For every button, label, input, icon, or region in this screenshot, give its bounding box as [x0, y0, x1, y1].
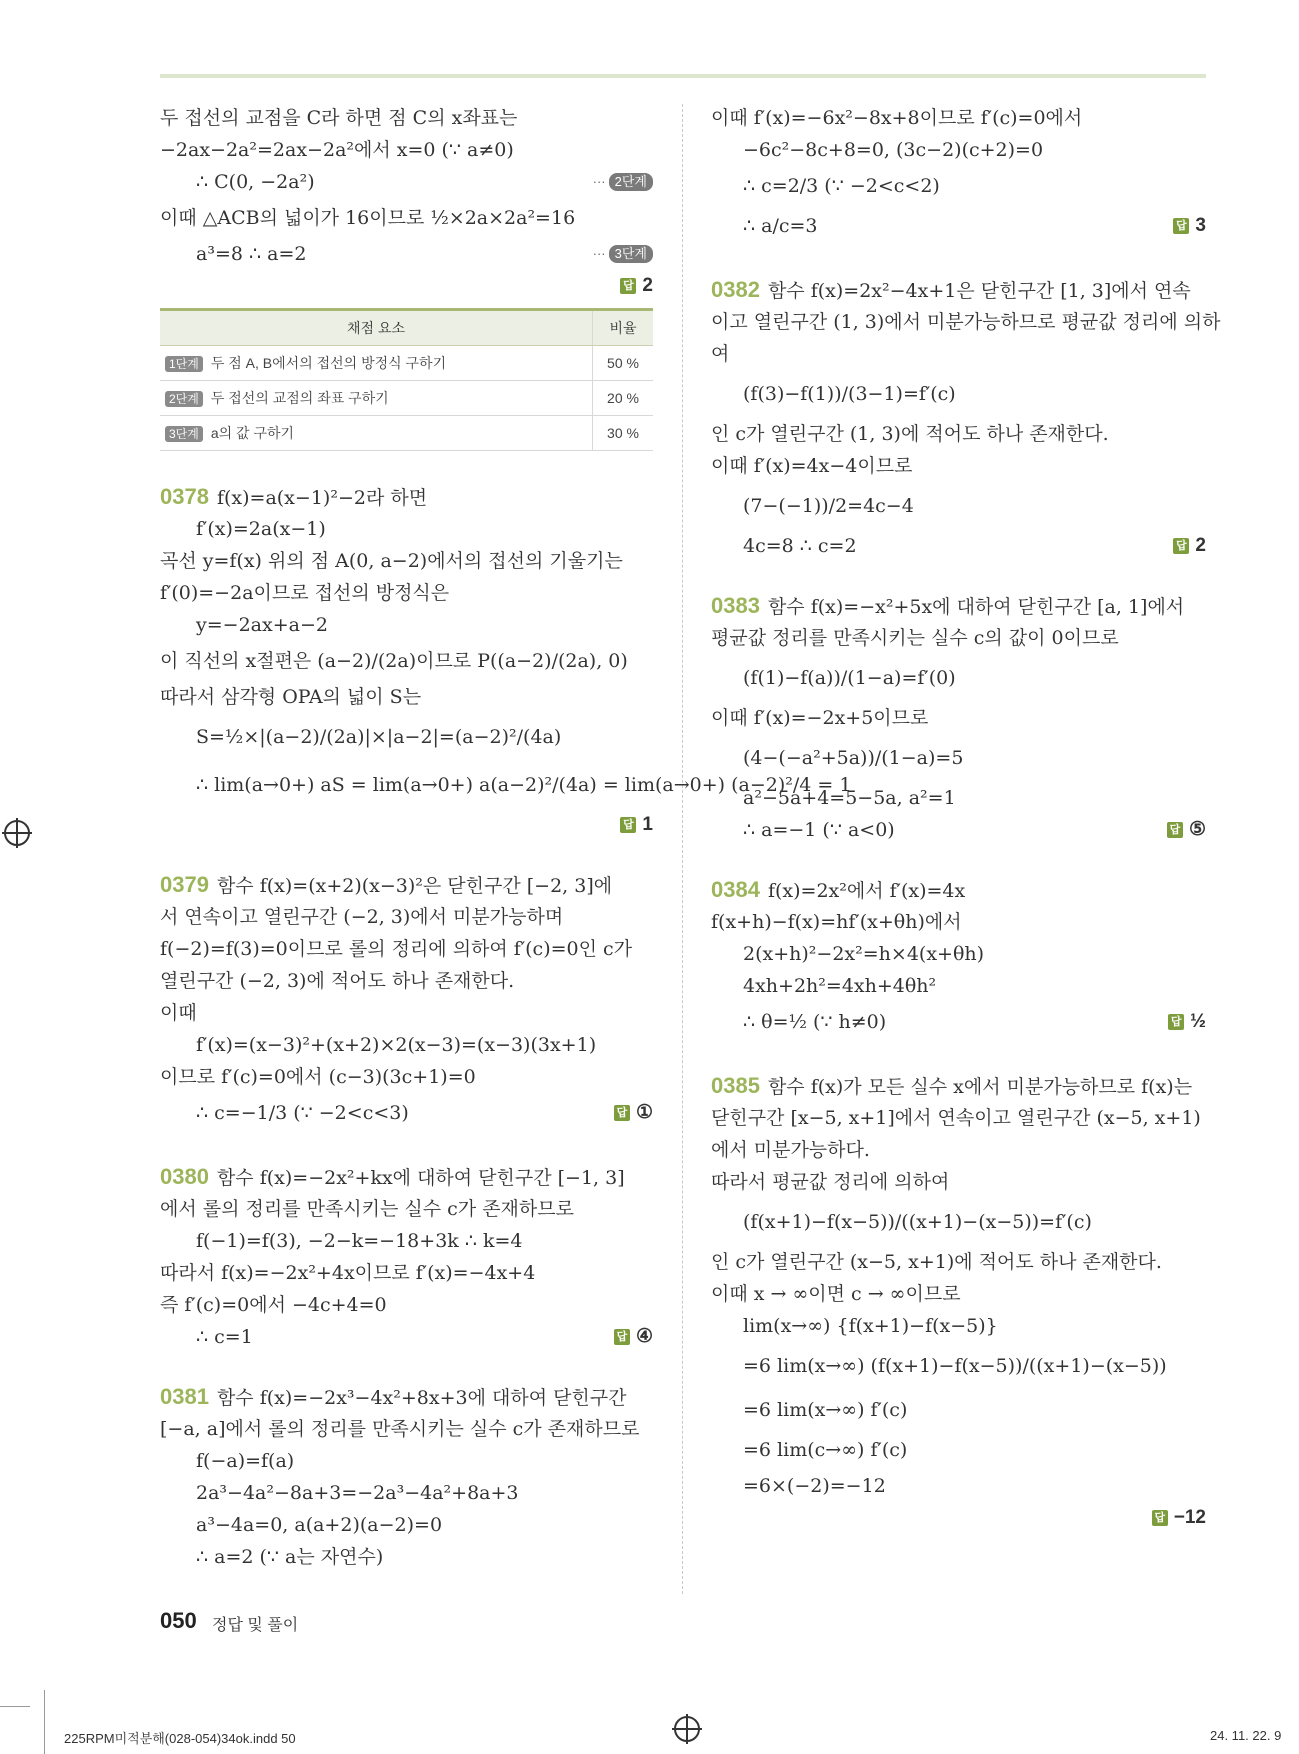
answer — [711, 1502, 1206, 1534]
text-line: lim(x→∞) {f(x+1)−f(x−5)} — [743, 1315, 998, 1337]
text-line: 2(x+h)²−2x²=h×4(x+θh) — [743, 943, 985, 965]
table-row — [160, 416, 653, 451]
table-cell: 두 점 A, B에서의 접선의 방정식 구하기 — [210, 355, 447, 371]
text-line: ∴ c=2/3 (∵ −2<c<2) — [743, 175, 940, 197]
text-line: (7−(−1))/2=4c−4 — [743, 495, 914, 517]
answer-value: 1 — [642, 814, 653, 835]
text-line: (4−(−a²+5a))/(1−a)=5 — [743, 747, 964, 769]
text-line: 이때 x → ∞이면 c → ∞이므로 — [711, 1283, 961, 1305]
text-line: =6 lim(c→∞) f′(c) — [743, 1439, 908, 1461]
answer-value: ① — [635, 1102, 653, 1123]
step-tag: 3단계 — [165, 426, 203, 442]
text-span: f(x)=a(x−1)²−2라 하면 — [216, 487, 428, 509]
text-line: =6 lim(x→∞) f′(c) — [743, 1399, 908, 1421]
right-column — [711, 102, 1221, 1534]
answer-value: 2 — [642, 275, 653, 296]
problem-385-heading — [711, 1070, 1206, 1102]
problem-number: 0379 — [160, 872, 209, 897]
answer-icon: 답 — [614, 1329, 630, 1345]
problem-379-heading — [160, 869, 653, 901]
text-line: −2ax−2a²=2ax−2a²에서 x=0 (∵ a≠0) — [160, 139, 514, 161]
problem-number: 0380 — [160, 1164, 209, 1189]
text-line: [−a, a]에서 롤의 정리를 만족시키는 실수 c가 존재하므로 — [160, 1418, 640, 1440]
step-tag: 3단계 — [609, 245, 653, 263]
table-cell-rate: 50 % — [593, 346, 654, 381]
table-cell-rate: 20 % — [593, 381, 654, 416]
text-span: 함수 f(x)=(x+2)(x−3)²은 닫힌구간 [−2, 3]에 — [216, 875, 613, 897]
table-cell: a의 값 구하기 — [210, 425, 295, 441]
text-line: 이때 △ACB의 넓이가 16이므로 ½×2a×2a²=16 — [160, 207, 576, 229]
problem-380-heading — [160, 1161, 653, 1193]
problem-number: 0378 — [160, 484, 209, 509]
text-line: f′(x)=2a(x−1) — [196, 518, 326, 540]
text-line: 이고 열린구간 (1, 3)에서 미분가능하므로 평균값 정리에 의하 — [711, 311, 1221, 333]
text-span: ∴ a/c=3 — [743, 215, 818, 237]
text-line — [711, 1002, 1206, 1042]
problem-383-heading — [711, 590, 1206, 622]
text-span: f(x)=2x²에서 f′(x)=4x — [767, 880, 966, 902]
answer-value: −12 — [1173, 1507, 1206, 1528]
text-line: f(−a)=f(a) — [196, 1450, 295, 1472]
text-line: 에서 미분가능하다. — [711, 1139, 870, 1161]
answer-icon: 답 — [1168, 1014, 1184, 1030]
problem-381-heading — [160, 1381, 653, 1413]
text-line: 즉 f′(c)=0에서 −4c+4=0 — [160, 1294, 387, 1316]
text-line: ∴ lim(a→0+) aS = lim(a→0+) a(a−2)²/(4a) = lim(a→0+) (a−2)²/4 = 1 — [196, 774, 852, 796]
problem-382-heading — [711, 274, 1206, 306]
step-tag: 1단계 — [165, 356, 203, 372]
table-header-rate: 비율 — [593, 310, 654, 346]
text-line: 곡선 y=f(x) 위의 점 A(0, a−2)에서의 접선의 기울기는 — [160, 550, 623, 572]
text-line: a²−5a+4=5−5a, a²=1 — [743, 787, 956, 809]
text-line: f′(x)=(x−3)²+(x+2)×2(x−3)=(x−3)(3x+1) — [196, 1034, 597, 1056]
answer — [1167, 814, 1206, 846]
answer — [614, 1321, 653, 1353]
text-span: 함수 f(x)=−2x²+kx에 대하여 닫힌구간 [−1, 3] — [216, 1167, 625, 1189]
text-line: S=½×|(a−2)/(2a)|×|a−2|=(a−2)²/(4a) — [196, 726, 562, 748]
text-line: f(−2)=f(3)=0이므로 롤의 정리에 의하여 f′(c)=0인 c가 — [160, 938, 633, 960]
answer-icon: 답 — [614, 1105, 630, 1121]
step-tag: 2단계 — [165, 391, 203, 407]
text-line: 따라서 평균값 정리에 의하여 — [711, 1171, 950, 1193]
text-span: ∴ C(0, −2a²) — [196, 171, 315, 193]
text-span: ∴ c=1 — [196, 1326, 253, 1348]
problem-number: 0384 — [711, 877, 760, 902]
answer — [1173, 206, 1206, 238]
text-line: ∴ a=2 (∵ a는 자연수) — [196, 1546, 384, 1568]
text-line — [160, 166, 653, 198]
text-line: 여 — [711, 343, 730, 365]
text-line: f(−1)=f(3), −2−k=−18+3k ∴ k=4 — [196, 1230, 523, 1252]
text-line: 열린구간 (−2, 3)에 적어도 하나 존재한다. — [160, 970, 515, 992]
crop-mark — [44, 1690, 45, 1754]
text-line: 이므로 f′(c)=0에서 (c−3)(3c+1)=0 — [160, 1066, 476, 1088]
text-line — [160, 1093, 653, 1133]
text-line: =6×(−2)=−12 — [743, 1475, 886, 1497]
problem-number: 0382 — [711, 277, 760, 302]
header-rule — [160, 74, 1206, 78]
text-span: 함수 f(x)=−2x³−4x²+8x+3에 대하여 닫힌구간 — [216, 1387, 627, 1409]
answer — [160, 809, 653, 841]
answer-icon: 답 — [1167, 822, 1183, 838]
text-line: f(x+h)−f(x)=hf′(x+θh)에서 — [711, 911, 962, 933]
text-line — [160, 1321, 653, 1353]
problem-number: 0385 — [711, 1073, 760, 1098]
problem-number: 0383 — [711, 593, 760, 618]
text-line: (f(x+1)−f(x−5))/((x+1)−(x−5))=f′(c) — [743, 1211, 1092, 1233]
scoring-table — [160, 308, 653, 451]
table-row — [160, 346, 653, 381]
step-marker: ··· 3단계 — [593, 238, 653, 270]
text-line: =6 lim(x→∞) (f(x+1)−f(x−5))/((x+1)−(x−5)) — [743, 1355, 1167, 1377]
text-line: 이 직선의 x절편은 (a−2)/(2a)이므로 P((a−2)/(2a), 0) — [160, 650, 628, 672]
answer-icon: 답 — [1173, 538, 1189, 554]
step-tag: 2단계 — [609, 173, 653, 191]
step-marker: ··· 2단계 — [593, 166, 653, 198]
text-span: a³=8 ∴ a=2 — [196, 243, 307, 265]
column-divider — [682, 104, 683, 1594]
text-line: y=−2ax+a−2 — [196, 614, 328, 636]
answer — [160, 270, 653, 302]
text-line: −6c²−8c+8=0, (3c−2)(c+2)=0 — [743, 139, 1044, 161]
answer-icon: 답 — [620, 278, 636, 294]
problem-378-heading — [160, 481, 653, 513]
problem-384-heading — [711, 874, 1206, 906]
text-line: 서 연속이고 열린구간 (−2, 3)에서 미분가능하며 — [160, 906, 564, 928]
text-line: 2a³−4a²−8a+3=−2a³−4a²+8a+3 — [196, 1482, 519, 1504]
text-line: 이때 f′(x)=−2x+5이므로 — [711, 707, 929, 729]
answer — [614, 1093, 653, 1125]
answer-value: ④ — [635, 1326, 653, 1347]
text-line: 인 c가 열린구간 (1, 3)에 적어도 하나 존재한다. — [711, 423, 1109, 445]
text-span: ∴ θ=½ (∵ h≠0) — [743, 1011, 887, 1033]
table-cell-rate: 30 % — [593, 416, 654, 451]
answer-icon: 답 — [1152, 1510, 1168, 1526]
text-line: 에서 롤의 정리를 만족시키는 실수 c가 존재하므로 — [160, 1198, 574, 1220]
text-line — [160, 238, 653, 270]
text-span: ∴ a=−1 (∵ a<0) — [743, 819, 895, 841]
text-line: 이때 f′(x)=−6x²−8x+8이므로 f′(c)=0에서 — [711, 107, 1083, 129]
text-line: 닫힌구간 [x−5, x+1]에서 연속이고 열린구간 (x−5, x+1) — [711, 1107, 1201, 1129]
answer — [1173, 530, 1206, 562]
problem-number: 0381 — [160, 1384, 209, 1409]
text-line: 평균값 정리를 만족시키는 실수 c의 값이 0이므로 — [711, 627, 1119, 649]
text-span: 함수 f(x)=−x²+5x에 대하여 닫힌구간 [a, 1]에서 — [767, 596, 1185, 618]
text-line: f′(0)=−2a이므로 접선의 방정식은 — [160, 582, 450, 604]
text-line: 인 c가 열린구간 (x−5, x+1)에 적어도 하나 존재한다. — [711, 1251, 1162, 1273]
answer-value: 3 — [1195, 215, 1206, 236]
answer-icon: 답 — [1173, 218, 1189, 234]
answer-value: 2 — [1195, 535, 1206, 556]
slug-date: 24. 11. 22. 9 — [1210, 1728, 1282, 1743]
text-line — [711, 530, 1206, 562]
registration-mark-icon — [4, 820, 30, 846]
answer-value: ⑤ — [1188, 819, 1206, 840]
text-line: (f(3)−f(1))/(3−1)=f′(c) — [743, 383, 956, 405]
registration-mark-icon — [674, 1716, 700, 1742]
text-line: 따라서 삼각형 OPA의 넓이 S는 — [160, 686, 422, 708]
table-header-item: 채점 요소 — [160, 310, 593, 346]
text-line: 따라서 f(x)=−2x²+4x이므로 f′(x)=−4x+4 — [160, 1262, 536, 1284]
text-line: (f(1)−f(a))/(1−a)=f′(0) — [743, 667, 956, 689]
text-line — [711, 206, 1206, 246]
text-line: 두 접선의 교점을 C라 하면 점 C의 x좌표는 — [160, 107, 518, 129]
answer-value: ½ — [1190, 1011, 1206, 1032]
table-cell: 두 접선의 교점의 좌표 구하기 — [210, 390, 389, 406]
answer-icon: 답 — [620, 817, 636, 833]
text-span: 4c=8 ∴ c=2 — [743, 535, 857, 557]
crop-mark — [0, 1706, 30, 1707]
text-span: 함수 f(x)=2x²−4x+1은 닫힌구간 [1, 3]에서 연속 — [767, 280, 1191, 302]
table-row — [160, 381, 653, 416]
text-line: 4xh+2h²=4xh+4θh² — [743, 975, 937, 997]
slug-filename: 225RPM미적분해(028-054)34ok.indd 50 — [64, 1731, 296, 1746]
text-span: 함수 f(x)가 모든 실수 x에서 미분가능하므로 f(x)는 — [767, 1076, 1193, 1098]
text-line: 이때 — [160, 1002, 197, 1024]
text-line — [711, 814, 1206, 846]
page-number: 050 — [160, 1608, 197, 1633]
text-line: a³−4a=0, a(a+2)(a−2)=0 — [196, 1514, 443, 1536]
answer — [1168, 1002, 1206, 1034]
text-span: ∴ c=−1/3 (∵ −2<c<3) — [196, 1102, 409, 1124]
footer-label: 정답 및 풀이 — [212, 1617, 299, 1634]
text-line: 이때 f′(x)=4x−4이므로 — [711, 455, 913, 477]
